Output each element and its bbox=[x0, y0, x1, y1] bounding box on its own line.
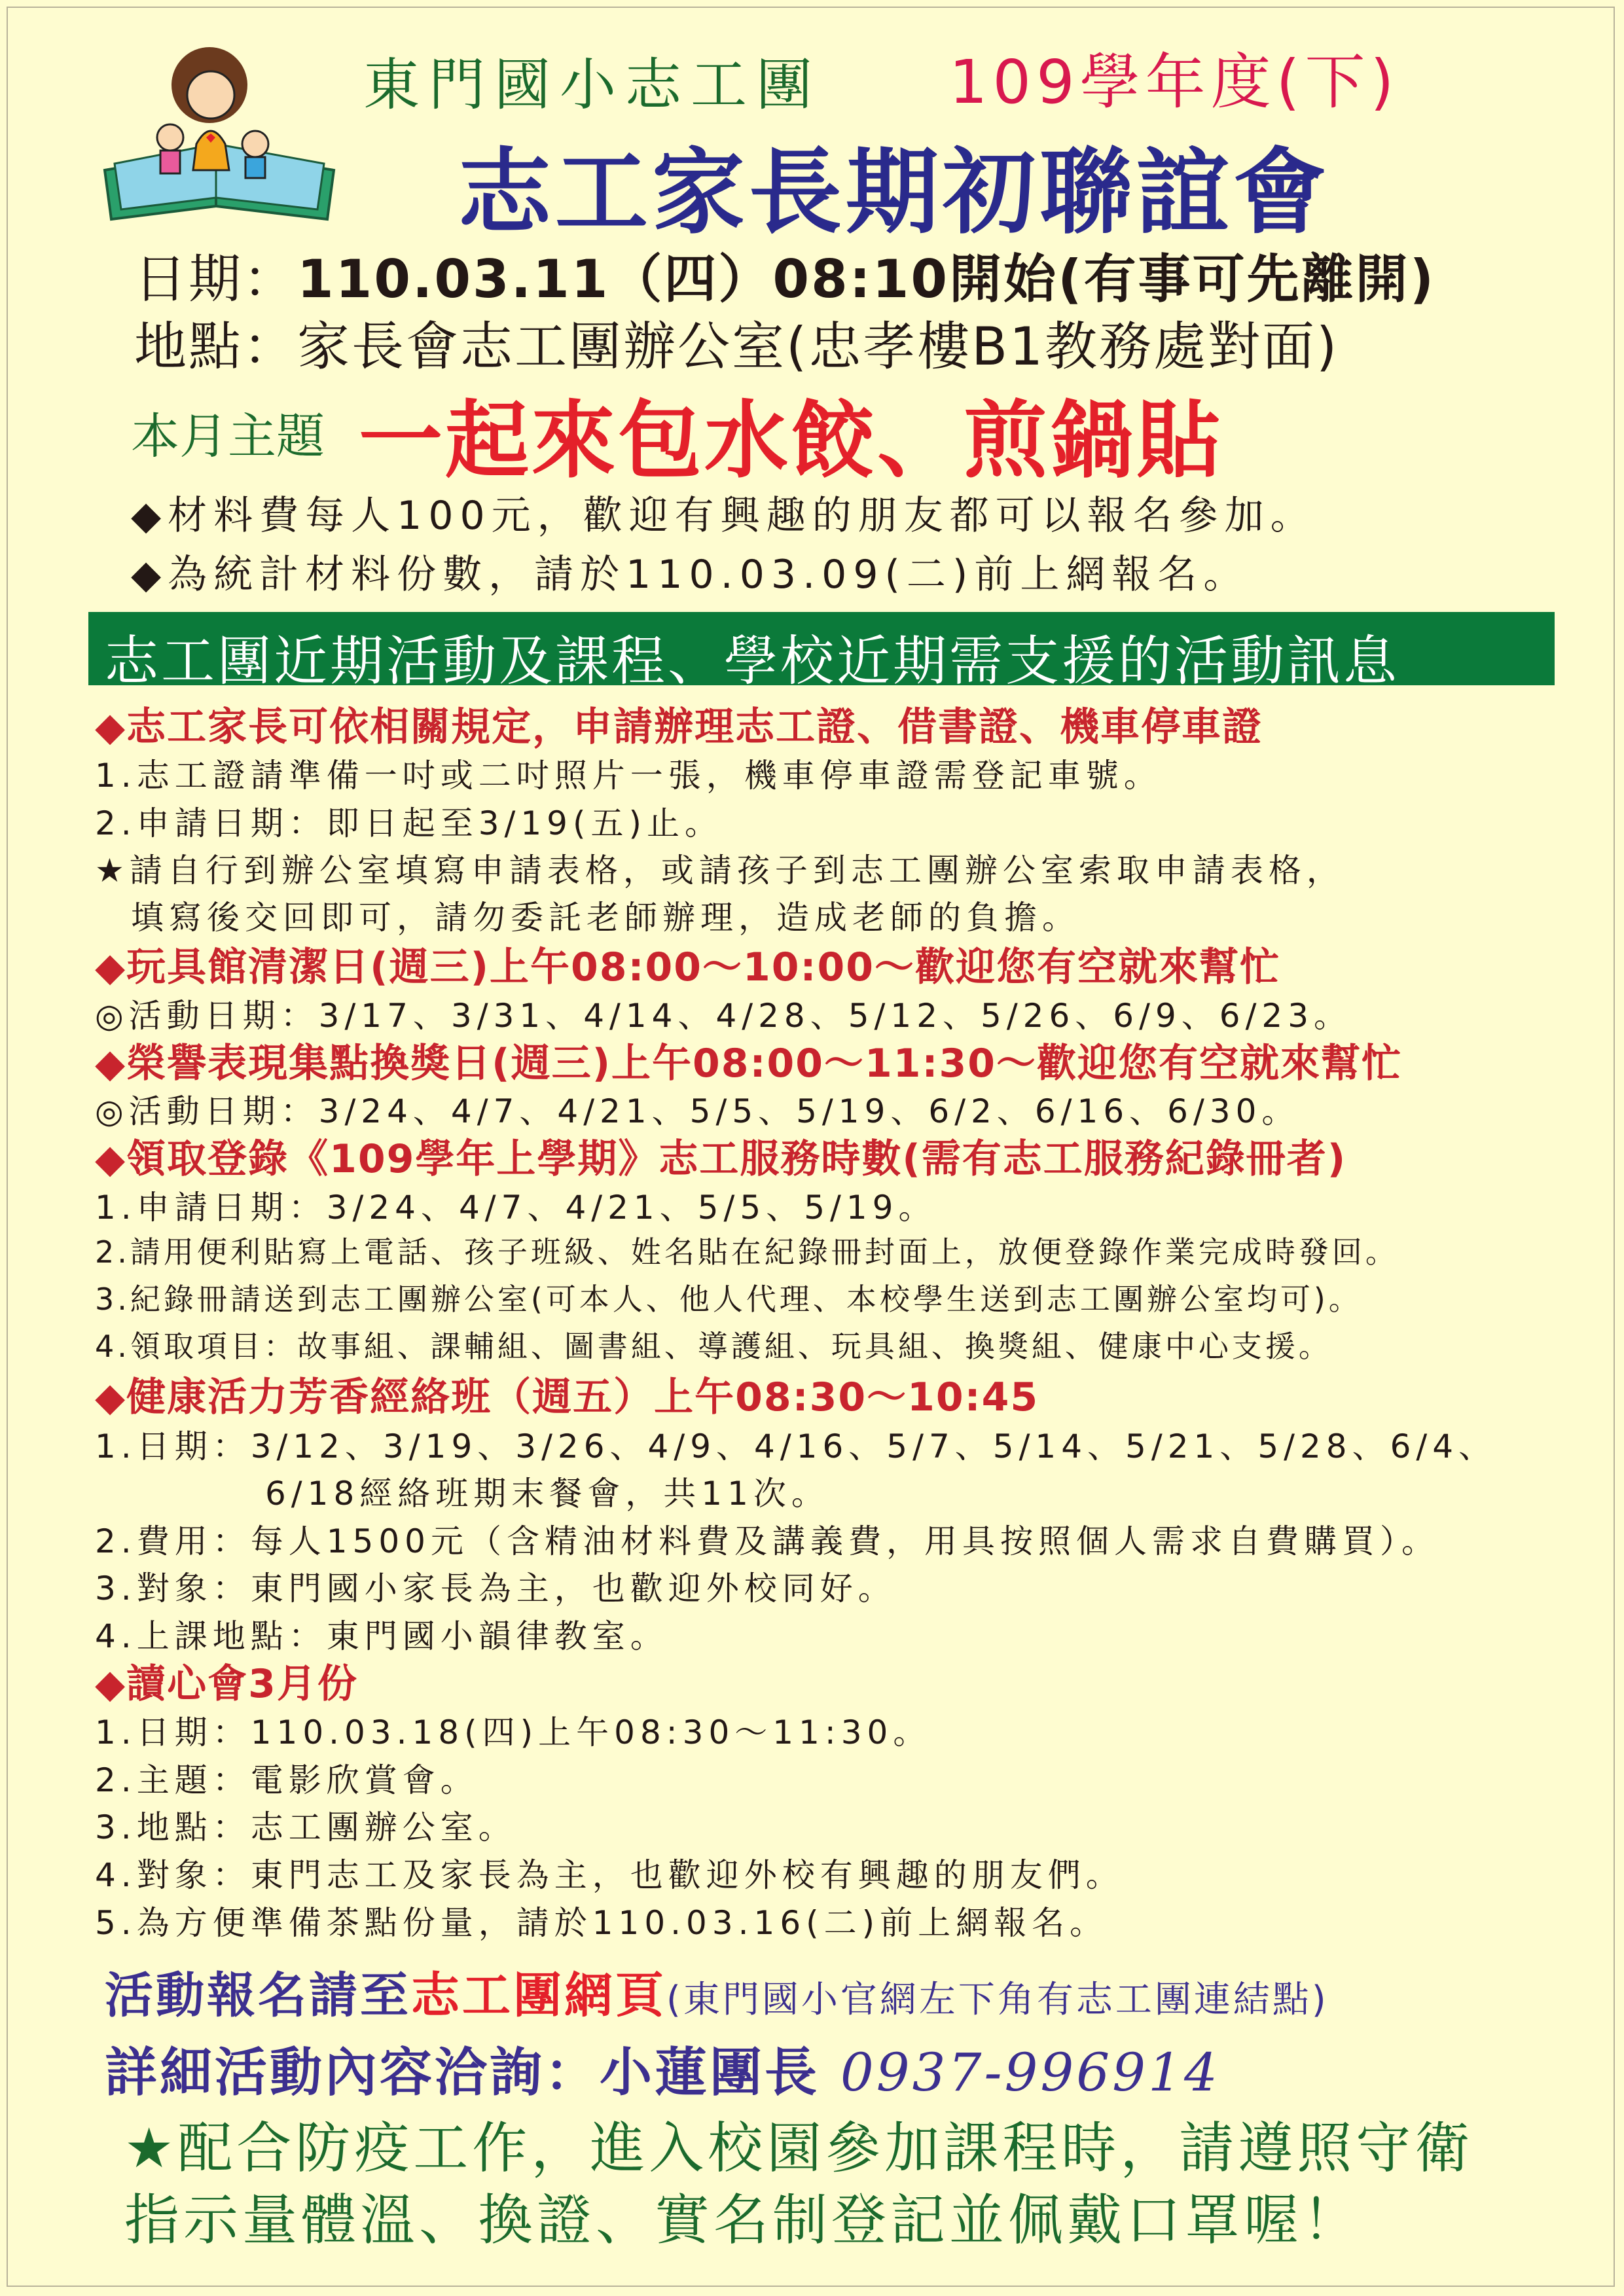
list-item: 2.主題：電影欣賞會。 bbox=[95, 1761, 478, 1799]
contact-line bbox=[105, 2030, 1220, 2106]
registration-text: 活動報名請至 bbox=[105, 1967, 411, 2024]
list-item: 3.紀錄冊請送到志工團辦公室(可本人、他人代理、本校學生送到志工團辦公室均可)。 bbox=[95, 1282, 1362, 1317]
registration-note: (東門國小官網左下角有志工團連結點) bbox=[666, 1979, 1329, 2021]
contact-phone: 0937-996914 bbox=[840, 2042, 1220, 2103]
bullet-fee: ◆材料費每人100元，歡迎有興趣的朋友都可以報名參加。 bbox=[131, 493, 1316, 539]
section-banner bbox=[88, 612, 1555, 692]
section-heading-service-hours: ◆領取登錄《109學年上學期》志工服務時數(需有志工服務紀錄冊者) bbox=[95, 1136, 1347, 1182]
contact-text: 詳細活動內容洽詢：小蓮團長 bbox=[105, 2042, 840, 2103]
section-heading-aroma-class: ◆健康活力芳香經絡班（週五）上午08:30～10:45 bbox=[95, 1374, 1039, 1420]
theme-label: 本月主題 bbox=[131, 408, 325, 465]
section-heading-toy-library: ◆玩具館清潔日(週三)上午08:00～10:00～歡迎您有空就來幫忙 bbox=[95, 944, 1280, 990]
list-item: ◎活動日期：3/24、4/7、4/21、5/5、5/19、6/2、6/16、6/30。 bbox=[95, 1092, 1300, 1130]
list-item: 5.為方便準備茶點份量，請於110.03.16(二)前上網報名。 bbox=[95, 1904, 1108, 1942]
list-item: ◎活動日期：3/17、3/31、4/14、4/28、5/12、5/26、6/9、6/23。 bbox=[95, 997, 1352, 1035]
event-date bbox=[134, 237, 1435, 312]
list-item: 3.對象：東門國小家長為主，也歡迎外校同好。 bbox=[95, 1570, 896, 1607]
list-item: 填寫後交回即可，請勿委託老師辦理，造成老師的負擔。 bbox=[131, 899, 1080, 937]
school-name: 東門國小志工團 bbox=[363, 52, 821, 118]
list-item: 2.請用便利貼寫上電話、孩子班級、姓名貼在紀錄冊封面上，放便登錄作業完成時發回。 bbox=[95, 1234, 1399, 1270]
list-item: 1.日期：3/12、3/19、3/26、4/9、4/16、5/7、5/14、5/21、5/28、6/4、 bbox=[95, 1427, 1497, 1465]
bullet-signup: ◆為統計材料份數，請於110.03.09(二)前上網報名。 bbox=[131, 552, 1250, 598]
place-value: 家長會志工團辦公室(忠孝樓B1教務處對面) bbox=[297, 316, 1339, 377]
registration-line bbox=[105, 1957, 1329, 2026]
page-title: 志工家長期初聯誼會 bbox=[458, 139, 1330, 247]
list-item: 1.申請日期：3/24、4/7、4/21、5/5、5/19。 bbox=[95, 1189, 937, 1227]
list-item: 1.志工證請準備一吋或二吋照片一張，機車停車證需登記車號。 bbox=[95, 757, 1162, 795]
epidemic-notice-line-2: 指示量體溫、換證、實名制登記並佩戴口罩喔！ bbox=[124, 2188, 1362, 2252]
list-item: 4.領取項目：故事組、課輔組、圖書組、導護組、玩具組、換獎組、健康中心支援。 bbox=[95, 1329, 1332, 1364]
list-item: 4.對象：東門志工及家長為主，也歡迎外校有興趣的朋友們。 bbox=[95, 1856, 1124, 1894]
section-heading-volunteer-card: ◆志工家長可依相關規定，申請辦理志工證、借書證、機車停車證 bbox=[95, 704, 1263, 750]
section-heading-reading-club: ◆讀心會3月份 bbox=[95, 1661, 358, 1707]
list-item: 2.費用：每人1500元（含精油材料費及講義費，用具按照個人需求自費購買）。 bbox=[95, 1522, 1439, 1560]
list-item: 3.地點：志工團辦公室。 bbox=[95, 1808, 516, 1846]
list-item: 2.申請日期：即日起至3/19(五)止。 bbox=[95, 804, 723, 842]
list-item: 1.日期：110.03.18(四)上午08:30～11:30。 bbox=[95, 1713, 931, 1751]
list-item: 4.上課地點：東門國小韻律教室。 bbox=[95, 1617, 668, 1655]
section-heading-honor-points: ◆榮譽表現集點換獎日(週三)上午08:00～11:30～歡迎您有空就來幫忙 bbox=[95, 1041, 1402, 1086]
volunteer-webpage-link[interactable]: 志工團網頁 bbox=[411, 1967, 666, 2024]
place-label: 地點： bbox=[134, 316, 297, 377]
banner-text: 志工團近期活動及課程、學校近期需支援的活動訊息 bbox=[105, 630, 1400, 692]
date-label: 日期： bbox=[134, 249, 297, 310]
list-item: 6/18經絡班期末餐會，共11次。 bbox=[265, 1475, 829, 1513]
epidemic-notice-line-1: ★配合防疫工作，進入校園參加課程時，請遵照守衛 bbox=[124, 2116, 1474, 2180]
school-year: 109學年度(下) bbox=[949, 47, 1399, 117]
theme-text: 一起來包水餃、煎鍋貼 bbox=[359, 392, 1223, 490]
book-children-logo bbox=[98, 46, 340, 223]
list-item: ★請自行到辦公室填寫申請表格，或請孩子到志工團辦公室索取申請表格， bbox=[95, 852, 1344, 889]
date-value: 110.03.11（四）08:10開始(有事可先離開) bbox=[297, 249, 1436, 310]
event-place bbox=[134, 304, 1339, 380]
